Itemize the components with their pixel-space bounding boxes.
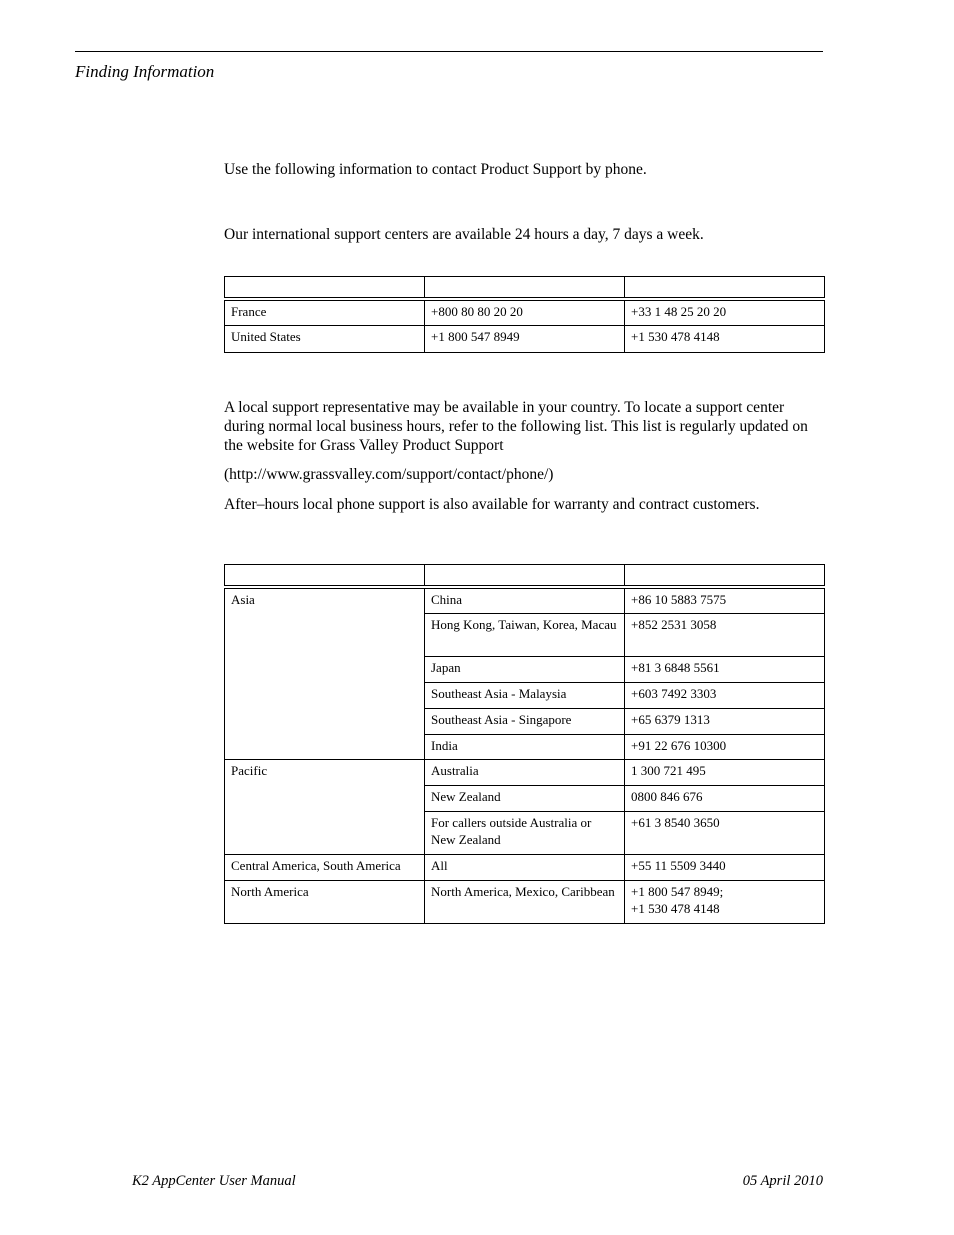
country-cell: North America, Mexico, Caribbean xyxy=(425,881,625,924)
phone-cell: 1 300 721 495 xyxy=(625,760,825,786)
region-cell: Asia xyxy=(225,587,425,760)
country-cell: United States xyxy=(225,326,425,353)
table-header-row xyxy=(225,277,825,300)
page-header-title: Finding Information xyxy=(75,62,215,81)
phone-cell: +61 3 8540 3650 xyxy=(625,812,825,855)
phone-cell: +86 10 5883 7575 xyxy=(625,587,825,614)
support-url: (http://www.grassvalley.com/support/contact/phone/) xyxy=(224,466,554,483)
phone-cell: +65 6379 1313 xyxy=(625,709,825,735)
local-intro-paragraph: A local support representative may be available in your country. To locate a support center during normal local business hours, refer to the following list. This list is regularly updated on the website for Grass Valley Product Support xyxy=(224,399,808,454)
phone-cell: +852 2531 3058 xyxy=(625,614,825,657)
country-cell: New Zealand xyxy=(425,786,625,812)
table-row xyxy=(225,881,825,924)
local-support-table xyxy=(224,564,825,924)
table-row xyxy=(225,587,825,614)
phone-cell: +1 530 478 4148 xyxy=(625,326,825,353)
phone-line: +1 800 547 8949; xyxy=(631,884,724,899)
table-row xyxy=(225,760,825,786)
region-cell: Pacific xyxy=(225,760,425,855)
intl-support-table xyxy=(224,276,825,353)
table-header-row xyxy=(225,565,825,588)
intro-paragraph: Use the following information to contact Product Support by phone. xyxy=(224,161,647,178)
phone-cell: +91 22 676 10300 xyxy=(625,735,825,760)
phone-cell: +800 80 80 20 20 xyxy=(425,299,625,326)
table-row xyxy=(225,855,825,881)
table-row xyxy=(225,299,825,326)
country-cell: Australia xyxy=(425,760,625,786)
country-cell: India xyxy=(425,735,625,760)
region-cell: North America xyxy=(225,881,425,924)
phone-cell xyxy=(625,881,825,924)
country-cell: Hong Kong, Taiwan, Korea, Macau xyxy=(425,614,625,657)
phone-cell: +1 800 547 8949 xyxy=(425,326,625,353)
intl-intro-paragraph: Our international support centers are available 24 hours a day, 7 days a week. xyxy=(224,226,704,243)
phone-line: +1 530 478 4148 xyxy=(631,901,720,916)
phone-cell: +81 3 6848 5561 xyxy=(625,657,825,683)
country-cell: France xyxy=(225,299,425,326)
footer-date: 05 April 2010 xyxy=(742,1173,823,1189)
country-cell: China xyxy=(425,587,625,614)
country-cell: Southeast Asia - Singapore xyxy=(425,709,625,735)
country-cell: For callers outside Australia or New Zealand xyxy=(425,812,625,855)
table-row xyxy=(225,326,825,353)
country-cell: All xyxy=(425,855,625,881)
phone-cell: +33 1 48 25 20 20 xyxy=(625,299,825,326)
country-cell: Japan xyxy=(425,657,625,683)
footer-manual-title: K2 AppCenter User Manual xyxy=(132,1173,296,1189)
region-cell: Central America, South America xyxy=(225,855,425,881)
country-cell: Southeast Asia - Malaysia xyxy=(425,683,625,709)
after-hours-paragraph: After–hours local phone support is also available for warranty and contract customers. xyxy=(224,496,760,513)
phone-cell: +603 7492 3303 xyxy=(625,683,825,709)
phone-cell: 0800 846 676 xyxy=(625,786,825,812)
phone-cell: +55 11 5509 3440 xyxy=(625,855,825,881)
header-rule xyxy=(75,51,823,52)
